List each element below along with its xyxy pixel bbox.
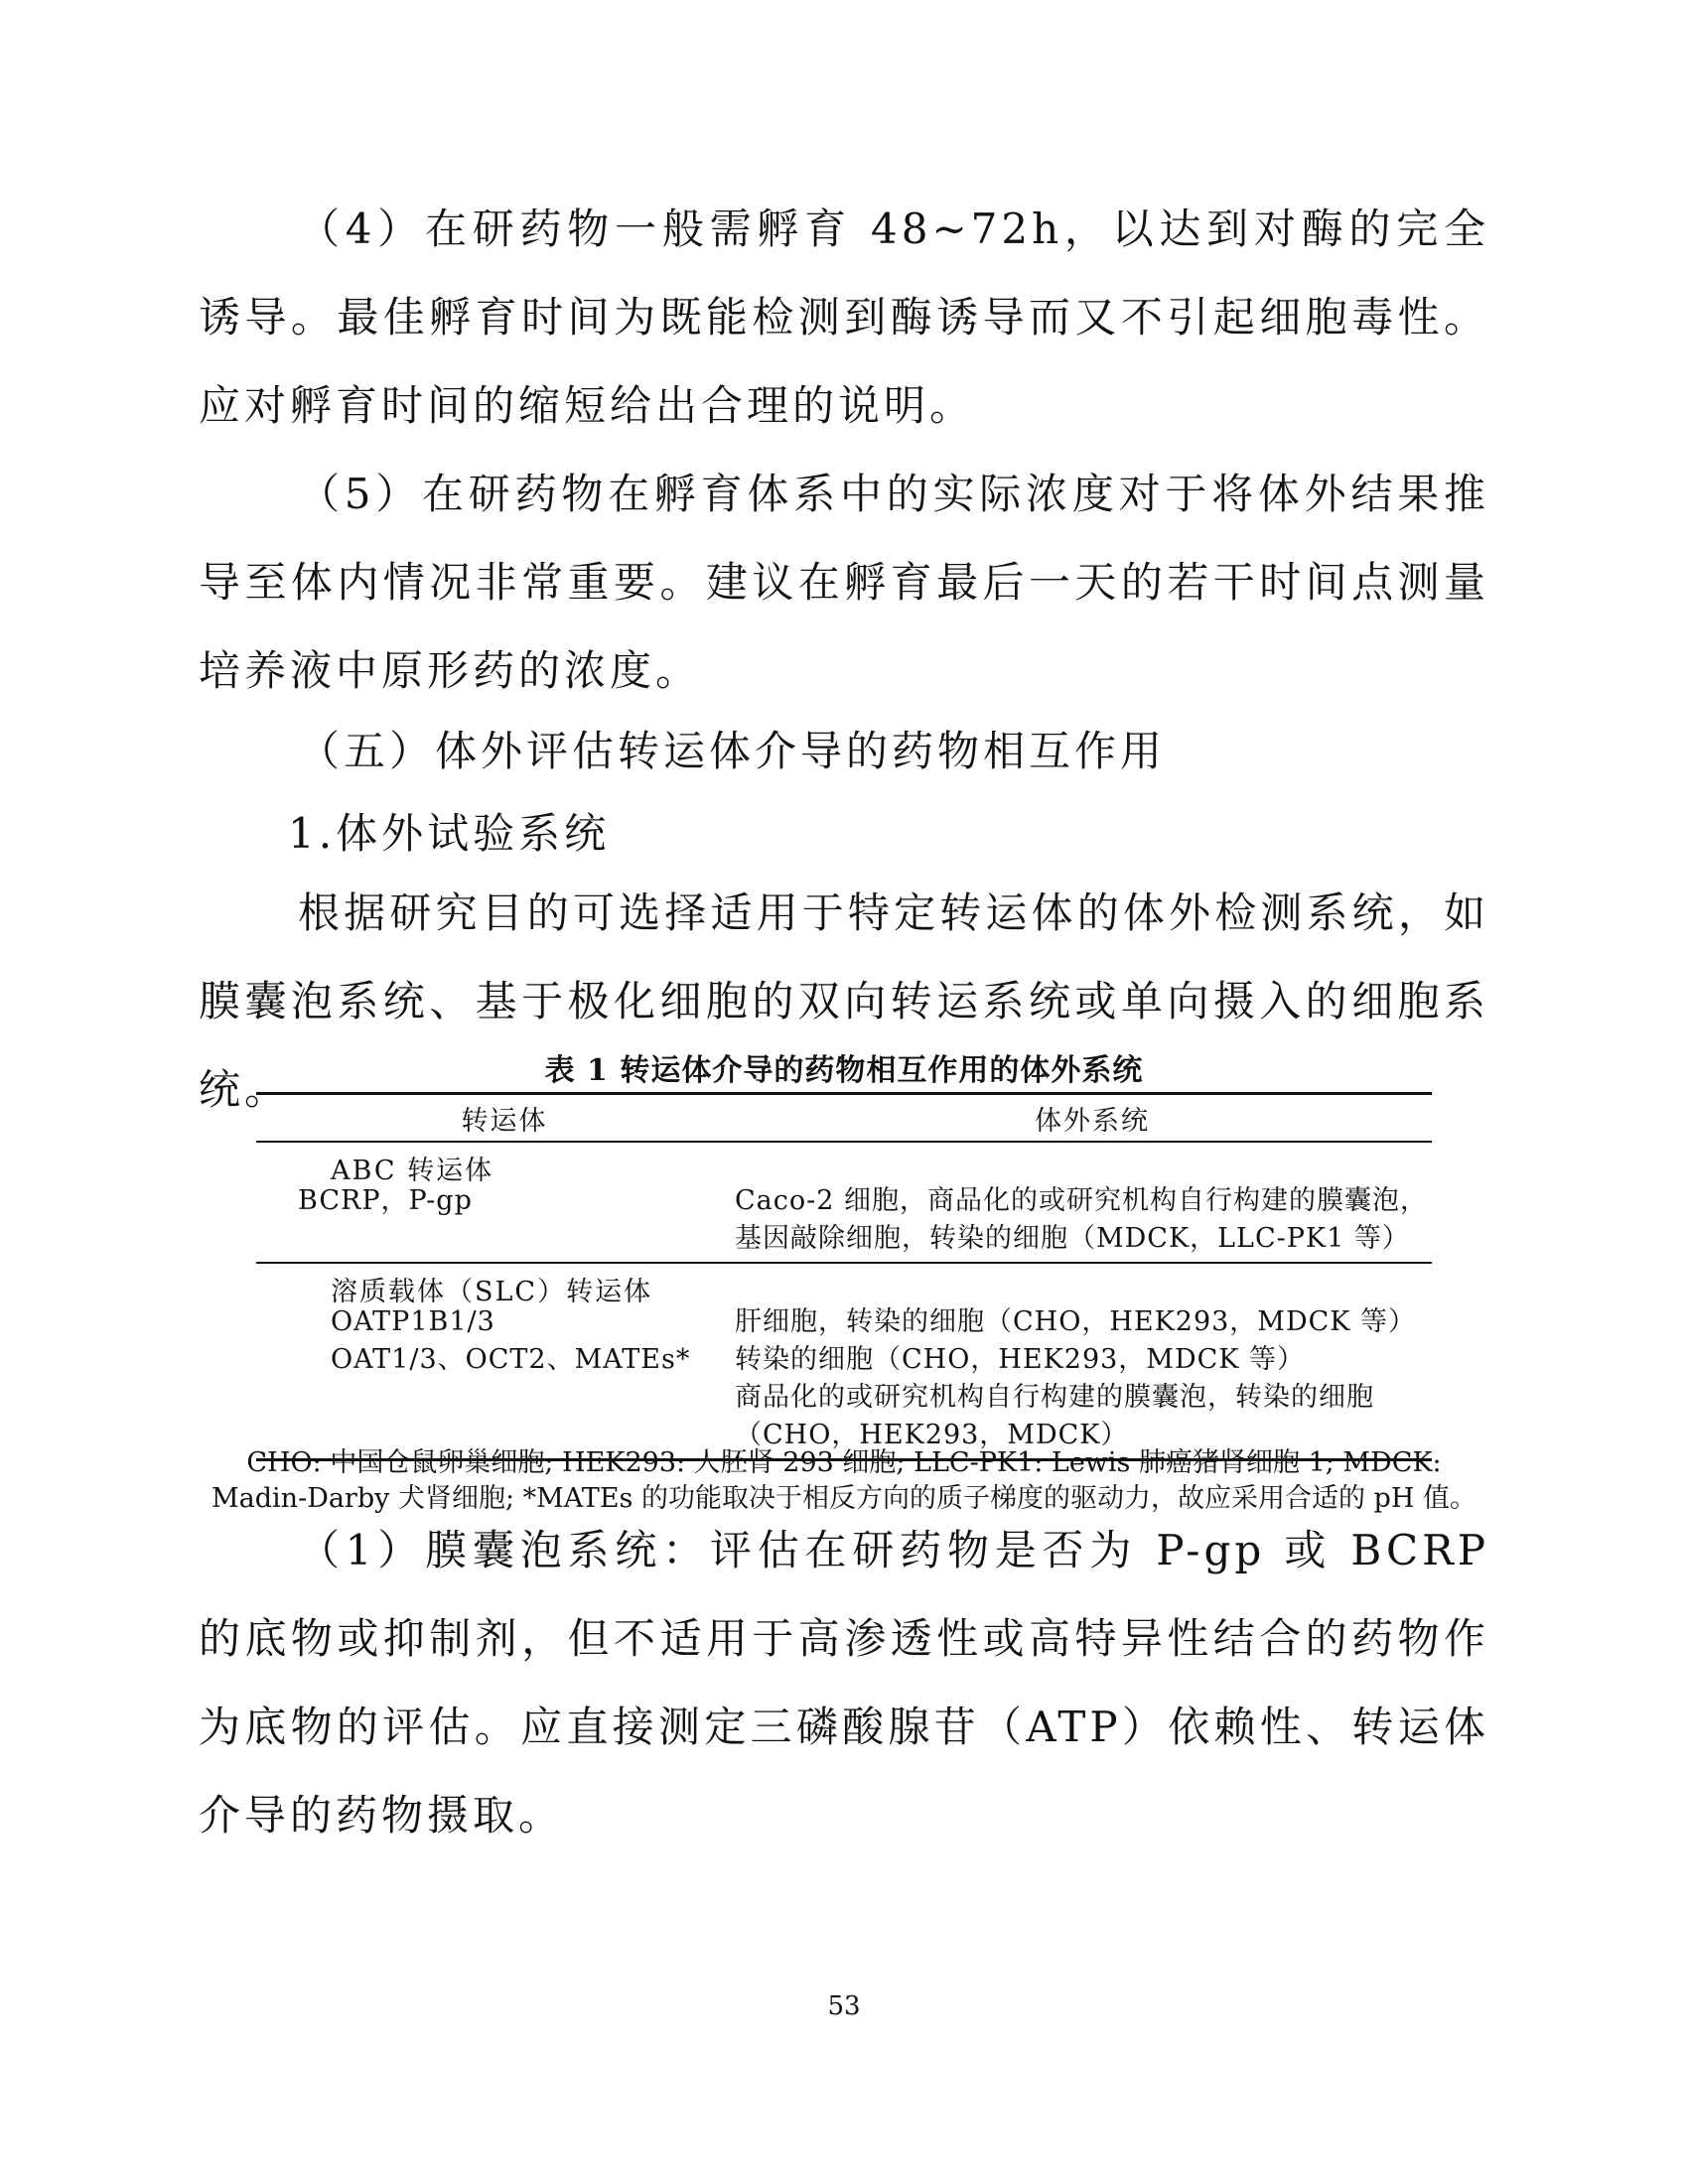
system-line: 肝细胞，转染的细胞（CHO，HEK293，MDCK 等）	[735, 1306, 1417, 1337]
transporter-cell	[256, 1182, 735, 1258]
system-line: 商品化的或研究机构自行构建的膜囊泡，转染的细胞	[735, 1382, 1374, 1413]
intro-paragraph: 根据研究目的可选择适用于特定转运体的体外检测系统，如膜囊泡系统、基于极化细胞的双向转运系统或单向摄入的细胞系统。	[199, 888, 1489, 1114]
system-line: （CHO，HEK293，MDCK）	[735, 1420, 1129, 1450]
transporter-table	[256, 1092, 1432, 1461]
transporter-cell	[256, 1303, 735, 1454]
table-row-abc	[256, 1178, 1432, 1264]
page-number: 53	[827, 1991, 861, 2021]
paragraph-incubation-time: （4）在研药物一般需孵育 48~72h，以达到对酶的完全诱导。最佳孵育时间为既能检测到酶诱导而又不引起细胞毒性。应对孵育时间的缩短给出合理的说明。	[199, 205, 1489, 430]
system-line: 基因敲除细胞，转染的细胞（MDCK，LLC-PK1 等）	[735, 1223, 1410, 1254]
table-caption: 表 1 转运体介导的药物相互作用的体外系统	[544, 1053, 1144, 1088]
group-label-abc: ABC 转运体	[331, 1156, 494, 1186]
system-line: Caco-2 细胞，商品化的或研究机构自行构建的膜囊泡，	[735, 1185, 1429, 1216]
closing-paragraph: （1）膜囊泡系统：评估在研药物是否为 P-gp 或 BCRP 的底物或抑制剂，但不适用于高渗透性或高特异性结合的药物作为底物的评估。应直接测定三磷酸腺苷（ATP）依赖性、转运体介导的药物摄取。	[199, 1526, 1489, 1840]
transporter-name: BCRP，P-gp	[298, 1185, 473, 1216]
section-heading: （五）体外评估转运体介导的药物相互作用	[298, 727, 1167, 775]
system-cell	[735, 1303, 1416, 1454]
footnote-line: Madin-Darby 犬肾细胞; *MATEs 的功能取决于相反方向的质子梯度的驱动力，故应采用合适的 pH 值。	[211, 1483, 1477, 1514]
table-row-slc	[256, 1299, 1432, 1458]
transporter-name: OATP1B1/3	[331, 1306, 495, 1337]
system-line: 转染的细胞（CHO，HEK293，MDCK 等）	[735, 1344, 1306, 1375]
transporter-name: OAT1/3、OCT2、MATEs*	[331, 1344, 691, 1375]
header-in-vitro-system: 体外系统	[1035, 1105, 1150, 1137]
header-transporter: 转运体	[461, 1105, 548, 1137]
table-header-row	[256, 1095, 1432, 1143]
footnote-line: CHO: 中国仓鼠卵巢细胞; HEK293: 人胚肾 293 细胞; LLC-PK1: Lewis 肺癌猪肾细胞 1; MDCK:	[246, 1447, 1442, 1478]
system-cell	[735, 1182, 1428, 1258]
group-label-slc: 溶质载体（SLC）转运体	[331, 1277, 653, 1307]
paragraph-actual-concentration: （5）在研药物在孵育体系中的实际浓度对于将体外结果推导至体内情况非常重要。建议在孵育最后一天的若干时间点测量培养液中原形药的浓度。	[199, 470, 1489, 695]
subsection-heading: 1.体外试验系统	[288, 809, 611, 858]
